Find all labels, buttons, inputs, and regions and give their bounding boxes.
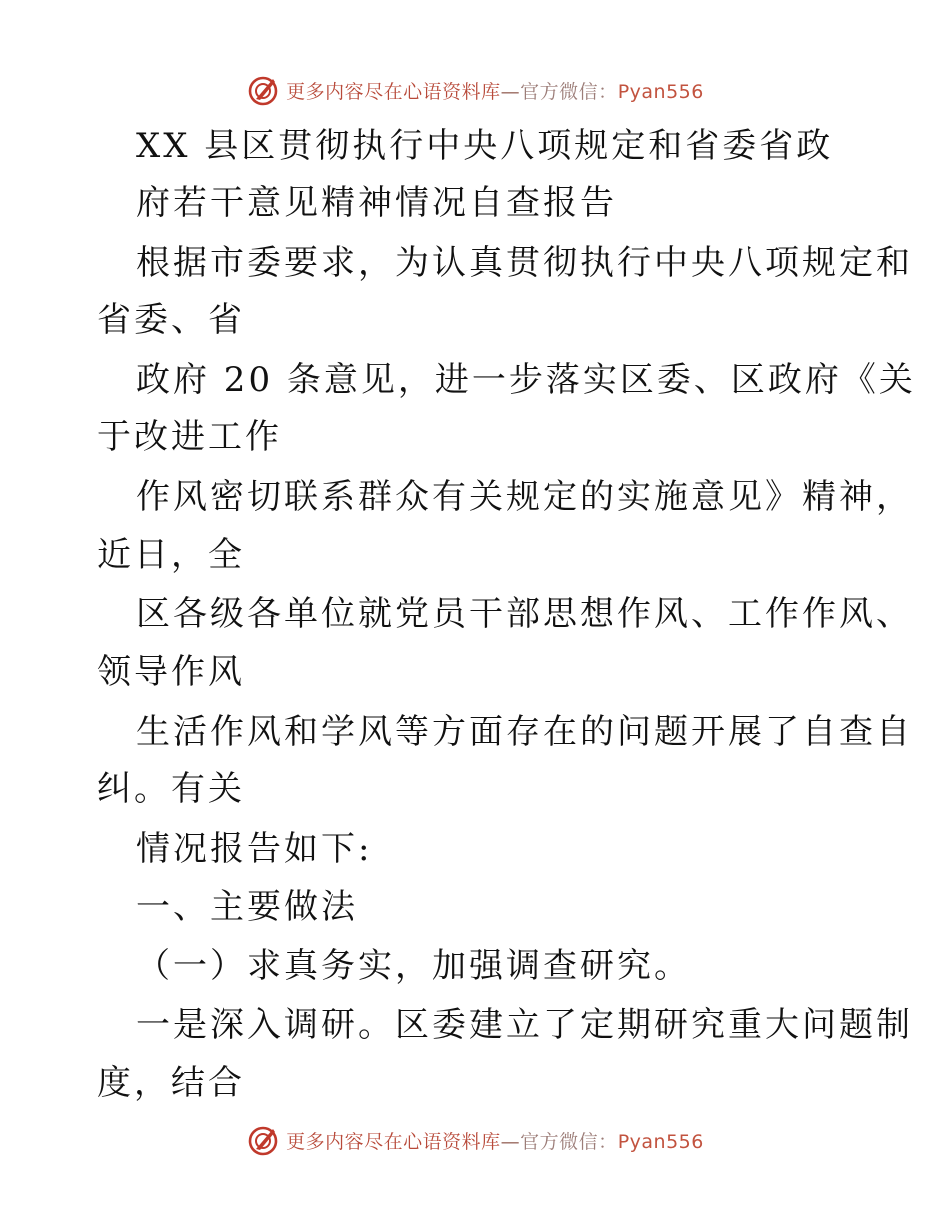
watermark-text [286, 77, 704, 104]
paragraph-line: 生活作风和学风等方面存在的问题开展了自查自 [136, 712, 913, 752]
paragraph-line: 领导作风 [97, 652, 245, 692]
paragraph-line: 纠。有关 [97, 769, 245, 809]
paragraph-line: 根据市委要求，为认真贯彻执行中央八项规定和 [136, 243, 913, 283]
paragraph-line: 省委、省 [97, 300, 245, 340]
footer-watermark [0, 1120, 950, 1160]
section-heading: 一、主要做法 [136, 887, 358, 927]
paragraph-line: 区各级各单位就党员干部思想作风、工作作风、 [136, 594, 913, 634]
watermark-separator: — [500, 80, 521, 103]
watermark-main-text: 更多内容尽在心语资料库 [286, 1130, 501, 1153]
quill-logo-icon [246, 73, 280, 107]
paragraph-line: 于改进工作 [97, 417, 282, 457]
paragraph-line: 作风密切联系群众有关规定的实施意见》精神， [136, 477, 913, 517]
paragraph-line: 度，结合 [97, 1063, 245, 1103]
watermark-separator: — [500, 1130, 521, 1153]
watermark-wechat-id: Pyan556 [617, 1130, 704, 1153]
watermark-wechat-label: 官方微信： [520, 1130, 618, 1153]
document-title-line-2: 府若干意见精神情况自查报告 [136, 183, 617, 223]
paragraph-line: 一是深入调研。区委建立了定期研究重大问题制 [136, 1005, 913, 1045]
quill-logo-icon [246, 1123, 280, 1157]
document-title-line-1: XX 县区贯彻执行中央八项规定和省委省政 [136, 126, 834, 166]
paragraph-line: 政府 20 条意见，进一步落实区委、区政府《关 [136, 360, 916, 400]
watermark-wechat-id: Pyan556 [617, 80, 704, 103]
watermark-text [286, 1127, 704, 1154]
subsection-heading: （一）求真务实，加强调查研究。 [136, 946, 691, 986]
paragraph-line: 情况报告如下: [136, 829, 373, 869]
watermark-wechat-label: 官方微信： [520, 80, 618, 103]
paragraph-line: 近日，全 [97, 535, 245, 575]
watermark-main-text: 更多内容尽在心语资料库 [286, 80, 501, 103]
header-watermark [0, 70, 950, 110]
